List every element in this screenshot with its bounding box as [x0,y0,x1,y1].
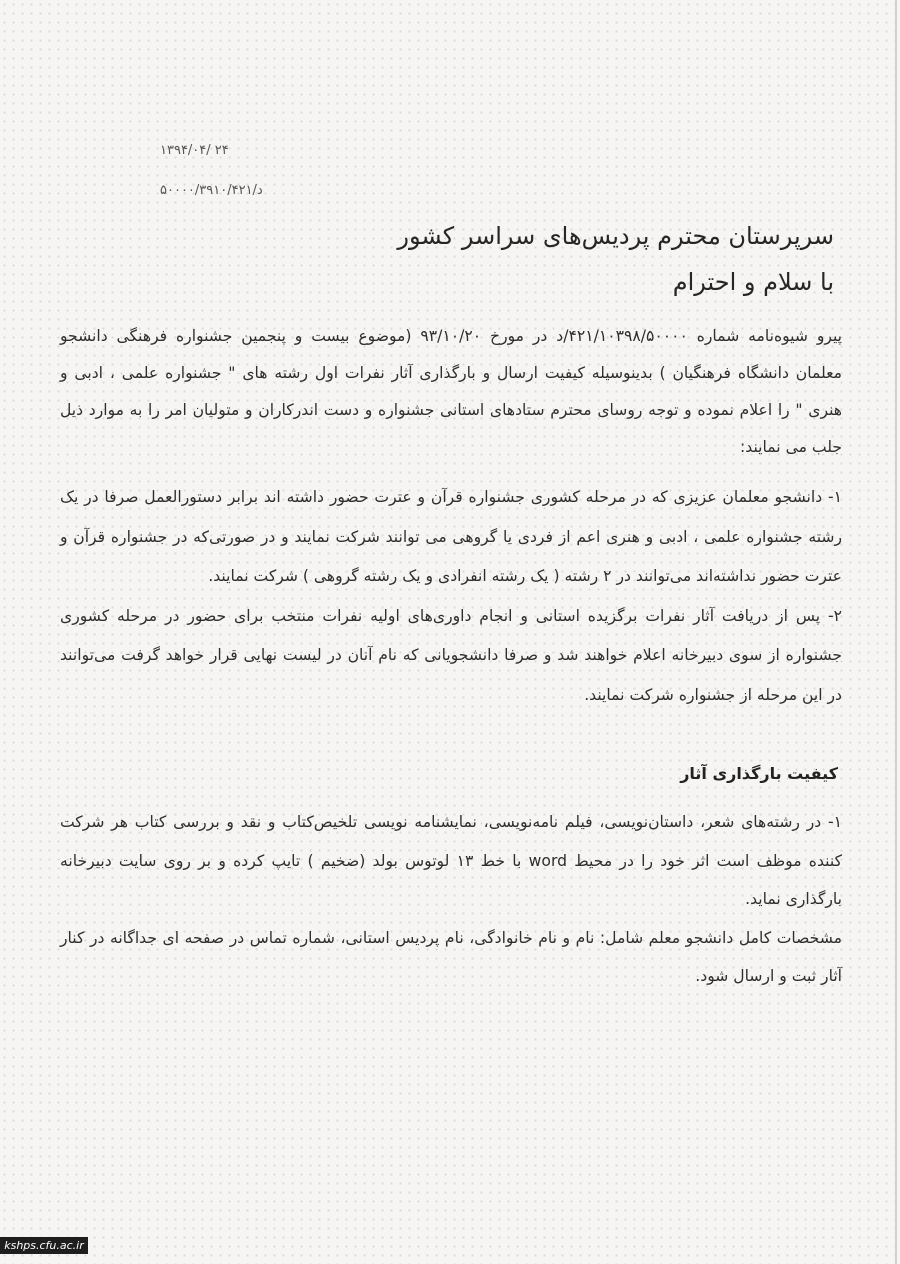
intro-paragraph [60,318,842,466]
upload-instructions [60,803,842,996]
site-watermark: kshps.cfu.ac.ir [0,1237,88,1254]
letter-number: ۵۰۰۰۰/۳۹۱۰/۴۲۱/د [160,183,263,198]
letter-date: ۱۳۹۴/۰۴/ ۲۴ [160,143,229,158]
upload-note: مشخصات کامل دانشجو معلم شامل: نام و نام خانوادگی، نام پردیس استانی، شماره تماس در صفحه ای جداگانه در کنار آثار ثبت و ارسال شود. [60,928,842,985]
list-item: ۲- پس از دریافت آثار نفرات برگزیده استانی و انجام داوری‌های اولیه نفرات منتخب برای حضور در مرحله کشوری جشنواره از سوی دبیرخانه اعلام خواهند شد و صرفا دانشجویانی که نام آنان در لیست نهایی قرار خواهد گرفت می‌توانند در این مرحله از جشنواره شرکت نمایند. [60,606,842,704]
numbered-items [60,478,842,715]
section-heading: کیفیت بارگذاری آثار [680,764,838,783]
list-item: ۱- در رشته‌های شعر، داستان‌نویسی، فیلم نامه‌نویسی، نمایشنامه نویسی تلخیص‌کتاب و نقد و بررسی کتاب هر شرکت کننده موظف است اثر خود را در محیط word با خط ۱۳ لوتوس بولد (ضخیم ) تایپ کرده و بر روی سایت دبیرخانه بارگذاری نماید. [60,813,843,908]
letter-addressee: سرپرستان محترم پردیس‌های سراسر کشور [397,222,834,250]
intro-text: پیرو شیوه‌نامه شماره ۴۲۱/۱۰۳۹۸/۵۰۰۰۰/د در مورخ ۹۳/۱۰/۲۰ (موضوع بیست و پنجمین جشنواره فرهنگی دانشجو معلمان دانشگاه فرهنگیان ) بدینوسیله کیفیت ارسال و بارگذاری آثار نفرات اول رشته های " جشنواره علمی ، ادبی و هنری " را اعلام نموده و توجه روسای محترم ستادهای استانی جشنواره و دست اندرکاران و متولیان امر را به موارد ذیل جلب می نمایند: [60,327,842,456]
list-item: ۱- دانشجو معلمان عزیزی که در مرحله کشوری جشنواره قرآن و عترت حضور داشته اند برابر دستورالعمل صرفا در یک رشته جشنواره علمی ، ادبی و هنری اعم از فردی یا گروهی می توانند شرکت نمایند و در صورتی‌که در جشنواره قرآن و عترت حضور نداشته‌اند می‌توانند در ۲ رشته ( یک رشته انفرادی و یک رشته گروهی ) شرکت نمایند. [60,488,842,585]
letter-greeting: با سلام و احترام [672,268,834,296]
